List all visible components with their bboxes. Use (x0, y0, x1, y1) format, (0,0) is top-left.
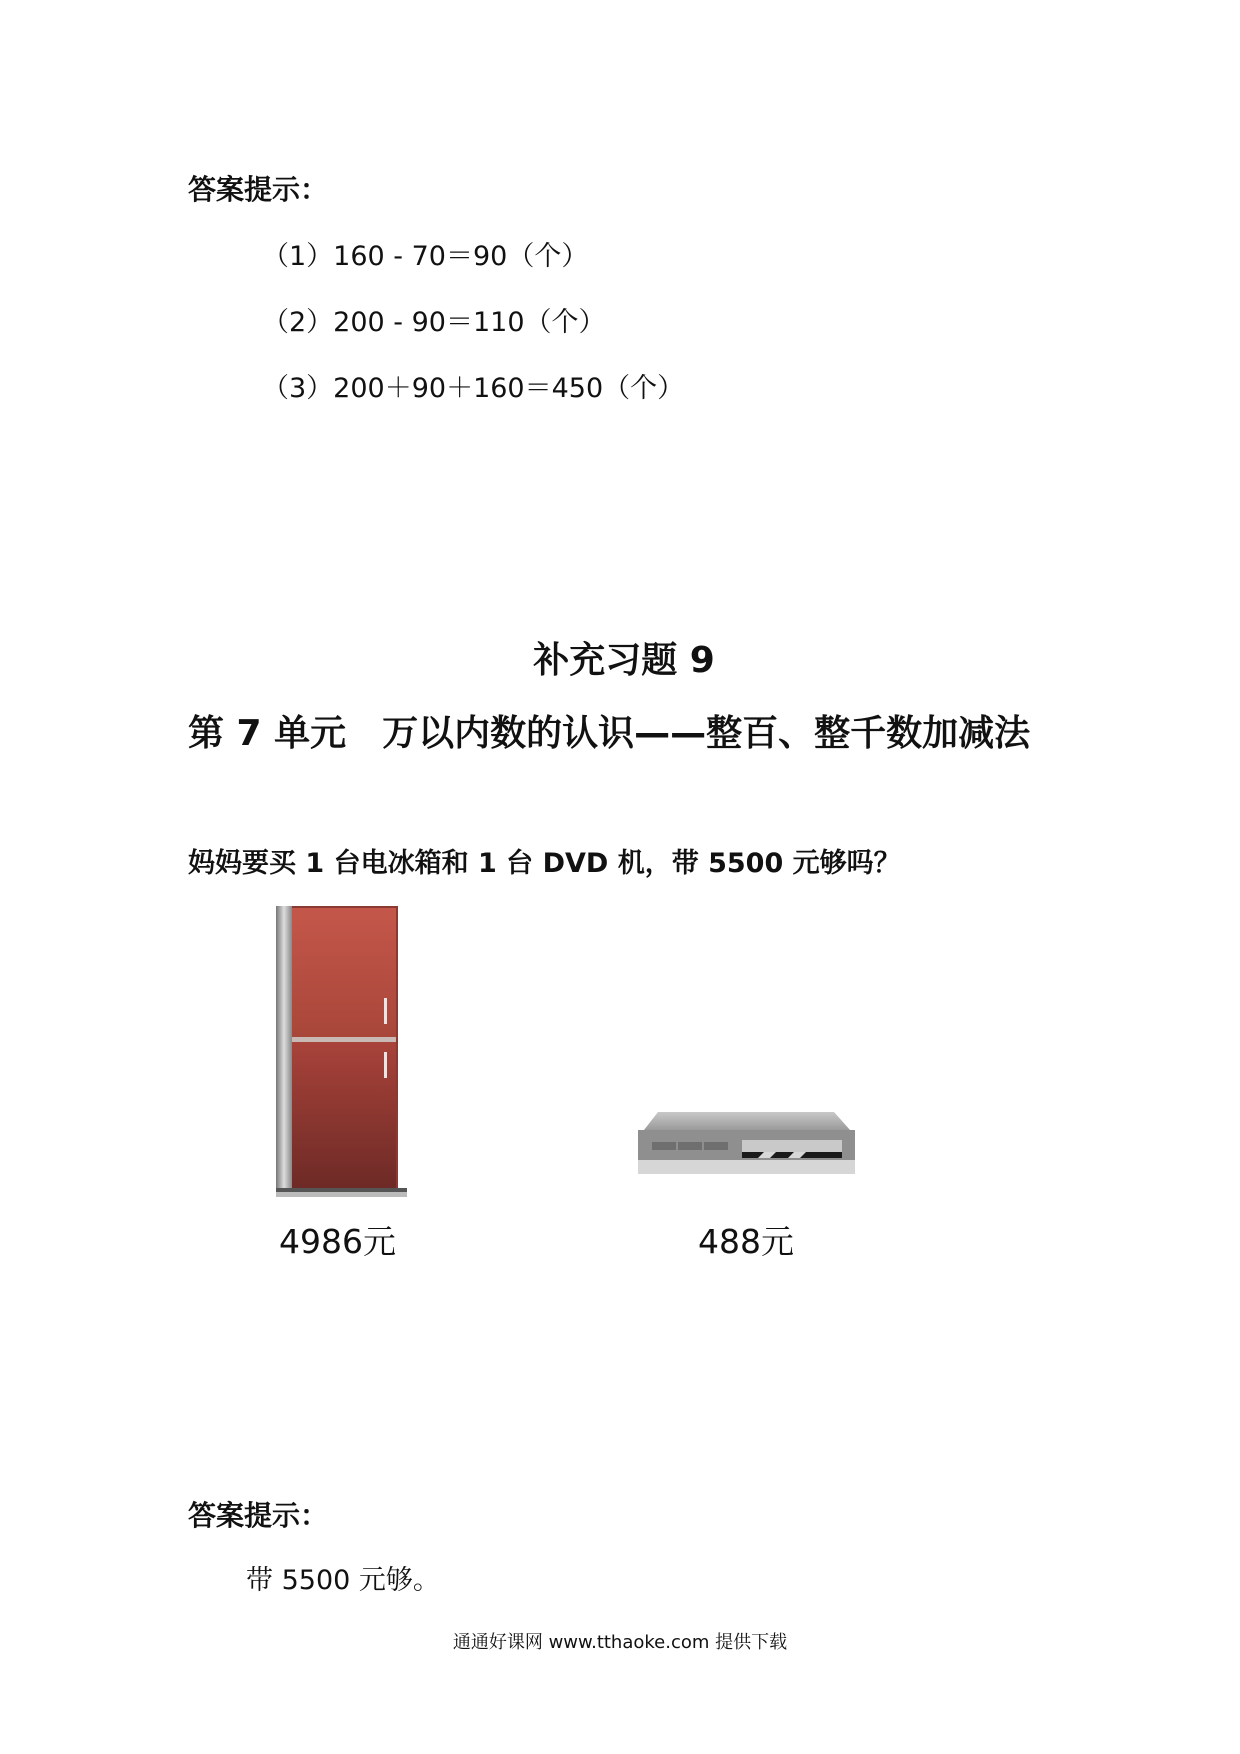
answer-hint-heading-2: 答案提示： (188, 1499, 329, 1532)
answer-line-2: （2）200 - 90＝110（个） (262, 307, 606, 338)
refrigerator-price: 4986元 (279, 1222, 396, 1261)
dvd-player-price: 488元 (698, 1222, 794, 1261)
answer-text: 带 5500 元够。 (246, 1565, 440, 1596)
question-text: 妈妈要买 1 台电冰箱和 1 台 DVD 机，带 5500 元够吗？ (188, 848, 901, 879)
answer-line-1: （1）160 - 70＝90（个） (262, 241, 589, 272)
answer-line-3: （3）200＋90＋160＝450（个） (262, 373, 685, 404)
answer-hint-heading: 答案提示： (188, 173, 329, 206)
unit-title: 第 7 单元 万以内数的认识——整百、整千数加减法 (188, 713, 1031, 754)
refrigerator-icon (276, 906, 407, 1198)
footer-credit: 通通好课网 www.tthaoke.com 提供下载 (452, 1632, 788, 1653)
dvd-player-icon (638, 1110, 855, 1174)
exercise-title: 补充习题 9 (533, 640, 715, 681)
